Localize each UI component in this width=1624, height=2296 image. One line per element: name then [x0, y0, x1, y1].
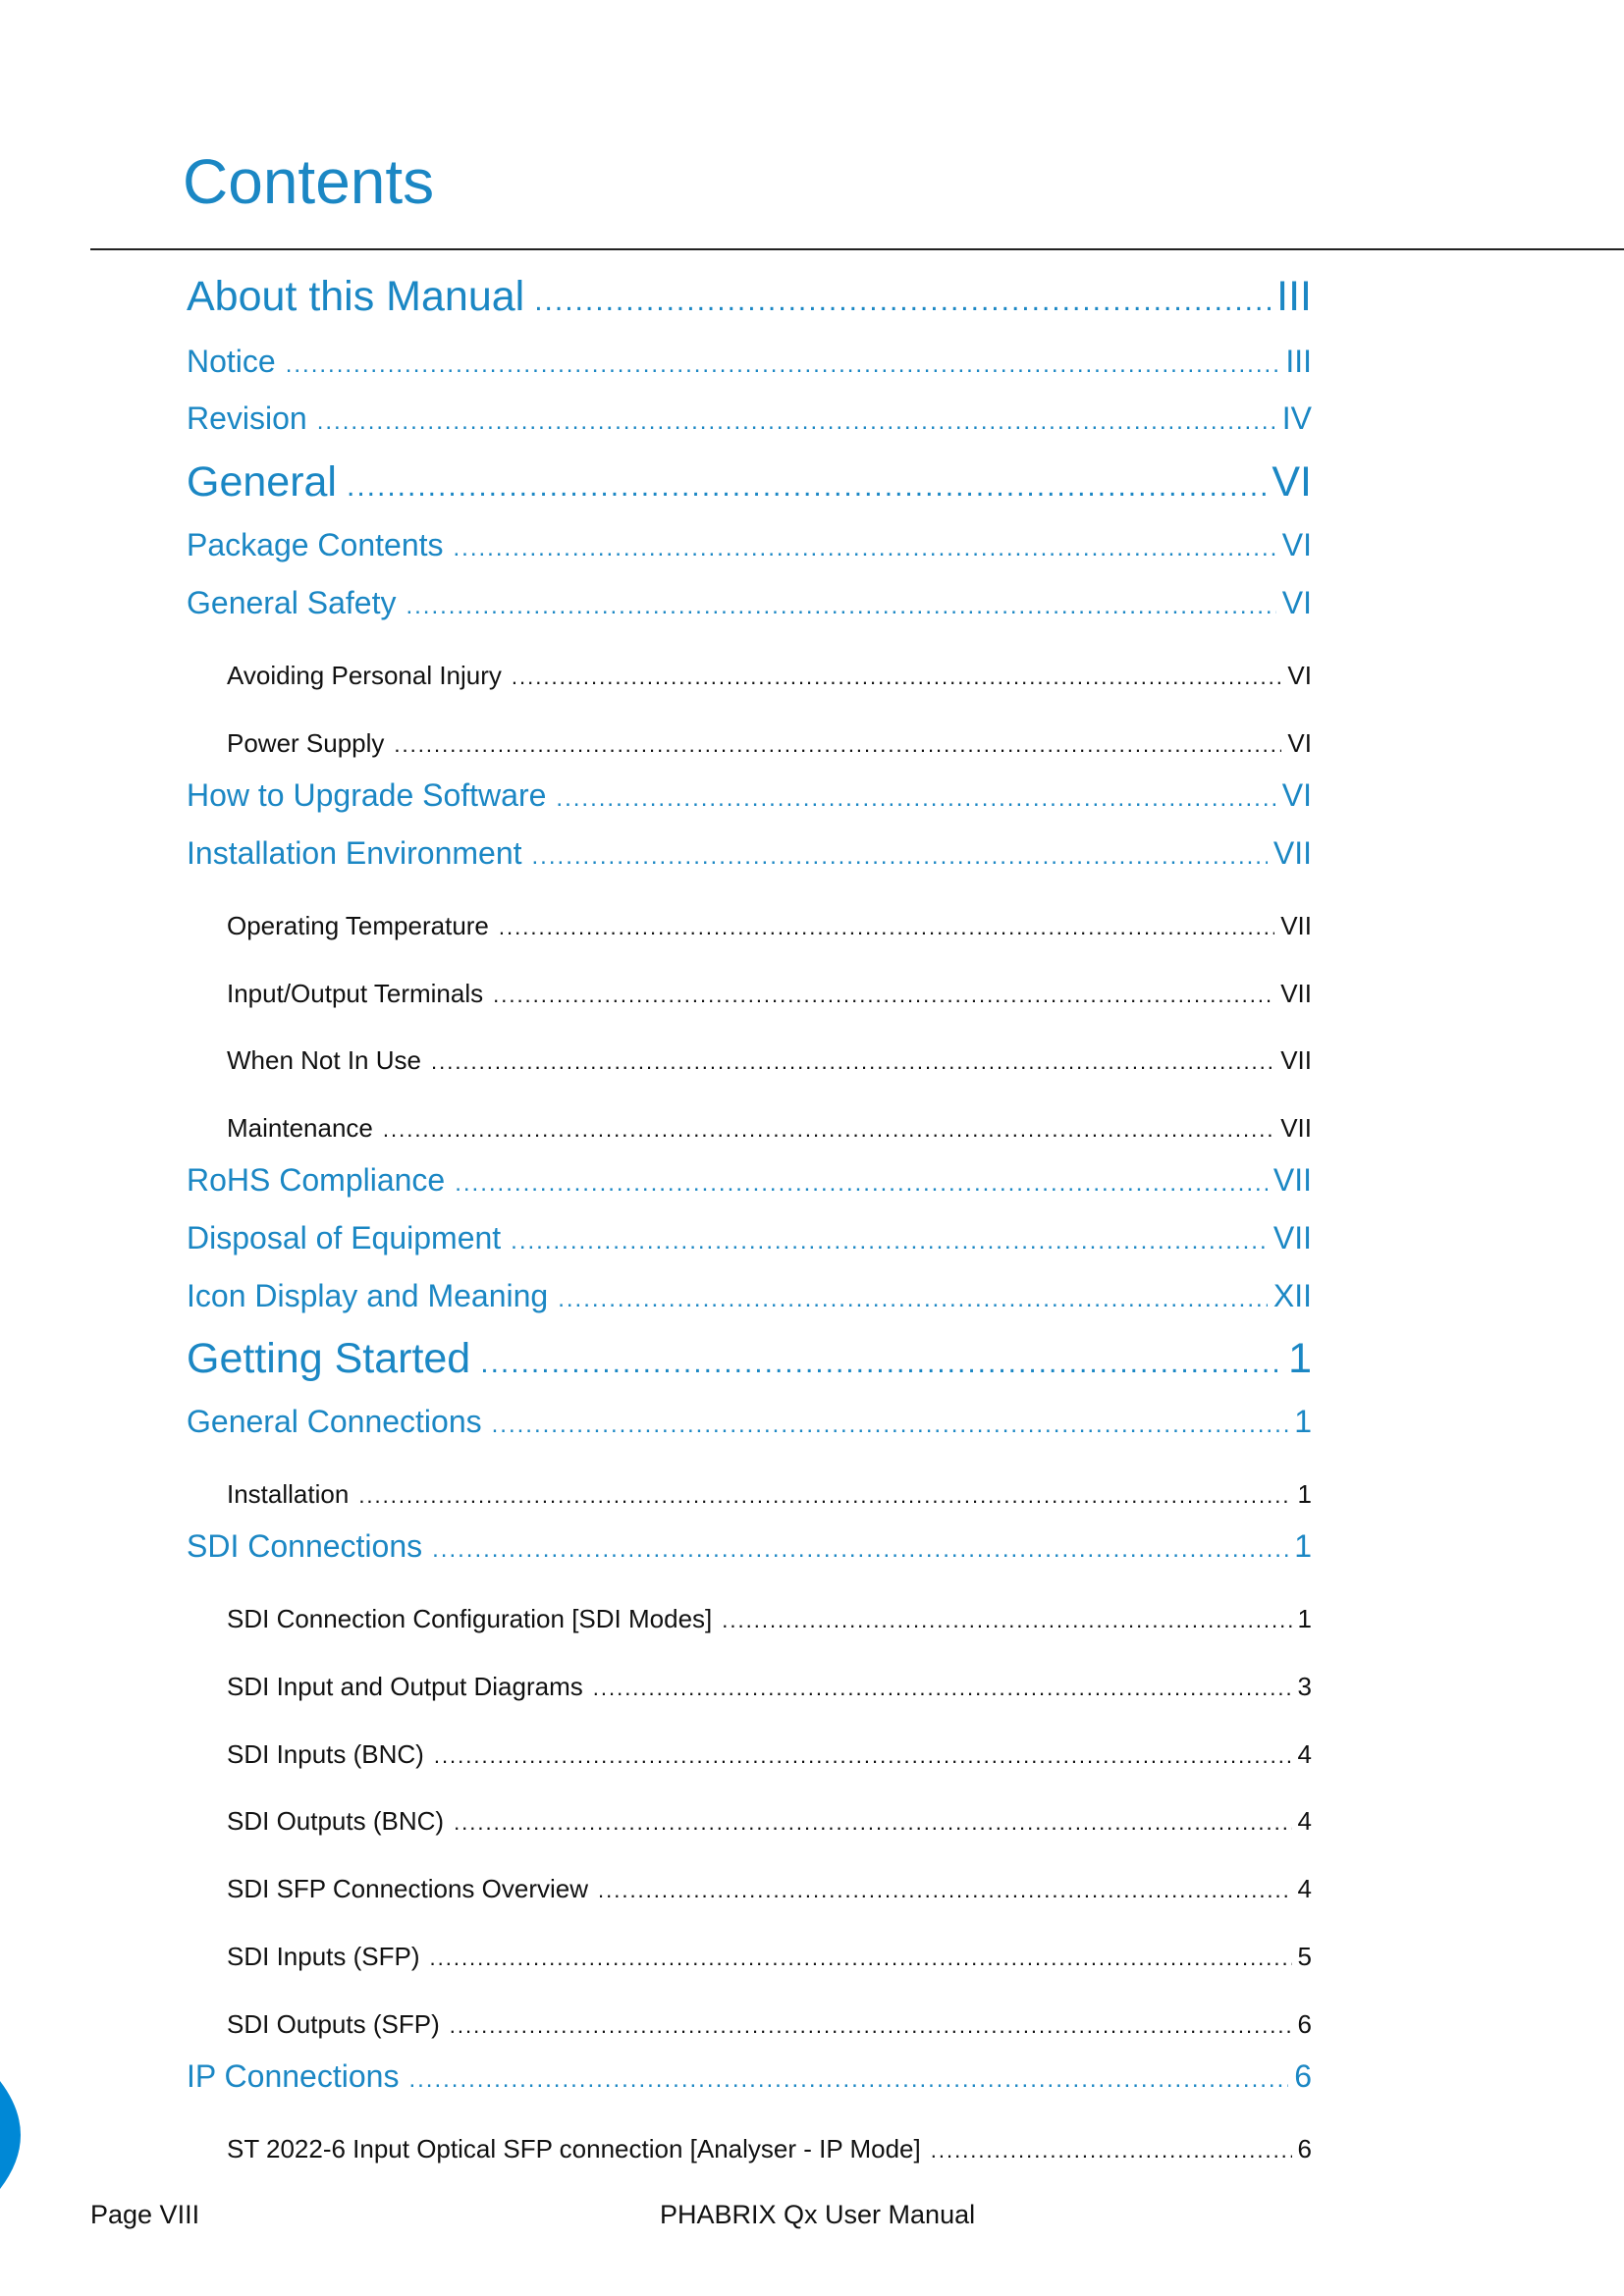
leader-dots [593, 1672, 1292, 1702]
toc-entry-page: VII [1280, 1113, 1312, 1143]
toc-entry-page: 1 [1297, 1604, 1312, 1633]
toc-entry-label: Power Supply [227, 728, 385, 758]
toc-entry[interactable] [227, 1045, 1312, 1076]
toc-entry-label: ST 2022-6 Input Optical SFP connection [Analyser - IP Mode] [227, 2134, 921, 2163]
toc-entry[interactable] [187, 344, 1312, 380]
leader-dots [511, 1220, 1268, 1256]
toc-entry-page: VII [1280, 1045, 1312, 1075]
toc-entry-page: 1 [1288, 1335, 1312, 1382]
toc-entry-page: 4 [1297, 1806, 1312, 1836]
toc-entry-label: Icon Display and Meaning [187, 1278, 549, 1313]
footer-page-number: Page VIII [90, 2200, 200, 2229]
toc-entry-page: 6 [1297, 2009, 1312, 2039]
toc-entry-page: 5 [1297, 1942, 1312, 1971]
toc-entry-page: IV [1281, 400, 1312, 436]
chapter-tab-shape [0, 2042, 21, 2228]
toc-entry-page: 1 [1297, 1479, 1312, 1509]
leader-dots [408, 2058, 1288, 2095]
toc-entry-label: General Safety [187, 585, 397, 620]
toc-entry[interactable] [187, 458, 1312, 507]
toc-entry-label: Package Contents [187, 527, 444, 562]
toc-entry[interactable] [187, 1404, 1312, 1440]
toc-entry[interactable] [187, 585, 1312, 621]
toc-entry[interactable] [227, 661, 1312, 691]
leader-dots [317, 400, 1276, 437]
leader-dots [383, 1113, 1274, 1144]
toc-entry-label: SDI Inputs (BNC) [227, 1739, 424, 1769]
toc-entry-page: III [1276, 273, 1312, 320]
toc-entry-label: About this Manual [187, 273, 525, 320]
leader-dots [499, 911, 1274, 941]
toc-entry[interactable] [187, 527, 1312, 563]
toc-entry-label: IP Connections [187, 2058, 400, 2094]
toc-entry[interactable] [187, 1162, 1312, 1199]
footer-document-title: PHABRIX Qx User Manual [660, 2200, 976, 2229]
toc-entry-label: SDI SFP Connections Overview [227, 1874, 588, 1903]
leader-dots [450, 2009, 1292, 2040]
leader-dots [406, 585, 1275, 621]
toc-entry[interactable] [187, 400, 1312, 437]
leader-dots [532, 835, 1268, 872]
leader-dots [512, 661, 1282, 691]
toc-entry[interactable] [187, 2058, 1312, 2095]
toc-entry-label: Installation Environment [187, 835, 522, 871]
toc-entry-page: VI [1281, 585, 1312, 620]
leader-dots [556, 777, 1275, 814]
title-divider [90, 248, 1624, 250]
toc-entry-page: XII [1272, 1278, 1312, 1313]
toc-entry-label: Operating Temperature [227, 911, 489, 940]
leader-dots [480, 1335, 1282, 1383]
toc-entry[interactable] [227, 1806, 1312, 1837]
toc-entry-page: VII [1280, 979, 1312, 1008]
toc-entry[interactable] [227, 2134, 1312, 2164]
leader-dots [722, 1604, 1291, 1634]
toc-entry-label: Input/Output Terminals [227, 979, 484, 1008]
toc-entry-label: SDI Connection Configuration [SDI Modes] [227, 1604, 713, 1633]
toc-entry[interactable] [187, 835, 1312, 872]
toc-entry[interactable] [227, 1113, 1312, 1144]
toc-entry[interactable] [227, 1672, 1312, 1702]
toc-entry-page: 6 [1297, 2134, 1312, 2163]
toc-entry-page: 1 [1294, 1404, 1312, 1439]
toc-entry-label: Installation [227, 1479, 350, 1509]
toc-entry[interactable] [227, 1604, 1312, 1634]
leader-dots [394, 728, 1281, 759]
chapter-tab-marker [0, 2042, 41, 2228]
leader-dots [598, 1874, 1292, 1904]
toc-entry-label: When Not In Use [227, 1045, 421, 1075]
leader-dots [492, 1404, 1289, 1440]
toc-entry-label: Avoiding Personal Injury [227, 661, 502, 690]
toc-entry[interactable] [227, 728, 1312, 759]
toc-entry[interactable] [187, 1278, 1312, 1314]
toc-entry-label: SDI Inputs (SFP) [227, 1942, 420, 1971]
toc-entry-page: VI [1272, 458, 1312, 506]
toc-entry-page: 1 [1294, 1528, 1312, 1564]
toc-entry-label: SDI Input and Output Diagrams [227, 1672, 583, 1701]
toc-entry-label: SDI Outputs (SFP) [227, 2009, 440, 2039]
leader-dots [455, 1162, 1268, 1199]
toc-entry-label: General Connections [187, 1404, 482, 1439]
toc-entry[interactable] [227, 2009, 1312, 2040]
leader-dots [430, 1942, 1292, 1972]
toc-entry-page: VII [1272, 1162, 1312, 1198]
toc-entry-label: Maintenance [227, 1113, 373, 1143]
toc-entry-page: VI [1287, 728, 1312, 758]
toc-entry-page: III [1285, 344, 1312, 379]
toc-entry-label: SDI Connections [187, 1528, 423, 1564]
toc-entry-page: VI [1281, 777, 1312, 813]
toc-entry-label: Getting Started [187, 1335, 471, 1382]
toc-entry[interactable] [227, 1739, 1312, 1770]
toc-entry-label: General [187, 458, 337, 506]
toc-entry-page: VI [1281, 527, 1312, 562]
leader-dots [434, 1739, 1292, 1770]
toc-entry-page: 6 [1294, 2058, 1312, 2094]
toc-entry[interactable] [187, 777, 1312, 814]
toc-entry-label: Revision [187, 400, 307, 436]
leader-dots [432, 1528, 1288, 1565]
leader-dots [493, 979, 1274, 1009]
toc-entry-label: Notice [187, 344, 276, 379]
leader-dots [558, 1278, 1268, 1314]
toc-entry-label: SDI Outputs (BNC) [227, 1806, 445, 1836]
toc-entry[interactable] [187, 1335, 1312, 1383]
toc-entry-page: 4 [1297, 1739, 1312, 1769]
leader-dots [431, 1045, 1274, 1076]
toc-entry-label: RoHS Compliance [187, 1162, 446, 1198]
toc-entry[interactable] [227, 1479, 1312, 1510]
toc-entry-label: How to Upgrade Software [187, 777, 547, 813]
leader-dots [454, 1806, 1291, 1837]
leader-dots [454, 527, 1276, 563]
toc-entry[interactable] [227, 1942, 1312, 1972]
leader-dots [358, 1479, 1291, 1510]
toc-entry[interactable] [227, 979, 1312, 1009]
leader-dots [931, 2134, 1292, 2164]
leader-dots [286, 344, 1280, 380]
toc-entry-page: 3 [1297, 1672, 1312, 1701]
toc-entry-page: VII [1272, 1220, 1312, 1255]
leader-dots [347, 458, 1266, 507]
toc-entry-page: 4 [1297, 1874, 1312, 1903]
toc-entry-page: VI [1287, 661, 1312, 690]
toc-entry[interactable] [227, 911, 1312, 941]
toc-entry[interactable] [227, 1874, 1312, 1904]
page-title: Contents [183, 146, 435, 217]
toc-entry-label: Disposal of Equipment [187, 1220, 502, 1255]
toc-entry[interactable] [187, 273, 1312, 321]
leader-dots [534, 273, 1271, 321]
toc-entry[interactable] [187, 1528, 1312, 1565]
toc-entry-page: VII [1272, 835, 1312, 871]
toc-entry-page: VII [1280, 911, 1312, 940]
toc-entry[interactable] [187, 1220, 1312, 1256]
